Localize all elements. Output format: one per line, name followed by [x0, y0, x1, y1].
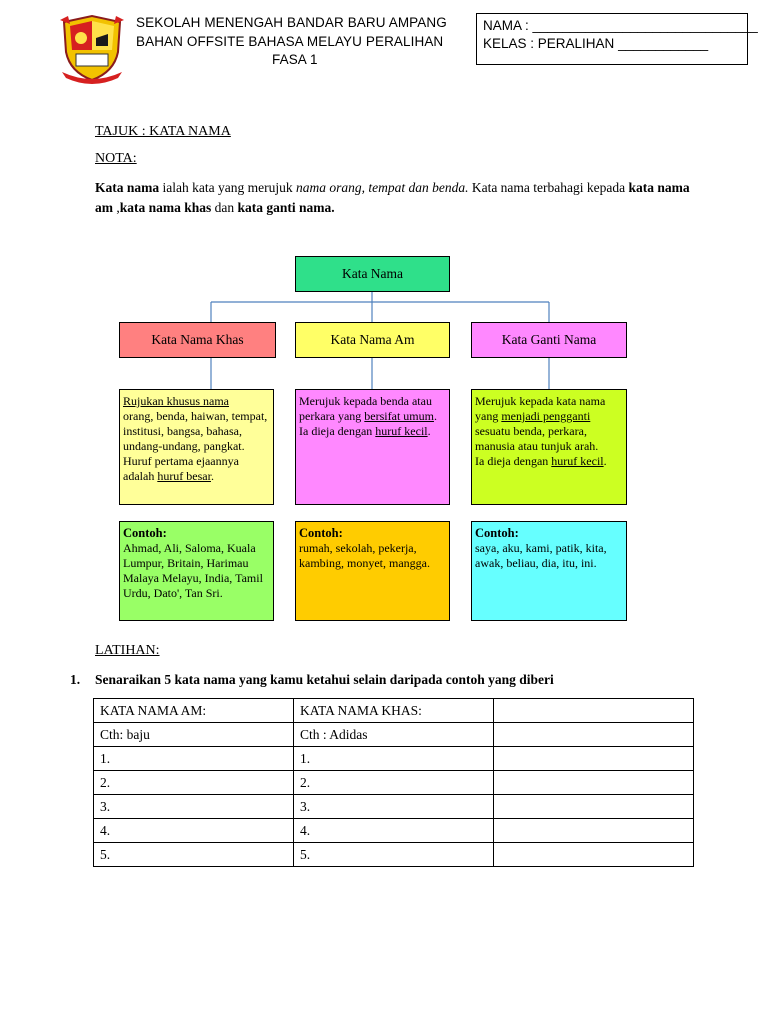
- table-cell[interactable]: 2.: [294, 771, 494, 795]
- examples-text: saya, aku, kami, patik, kita, awak, beliau, dia, itu, ini.: [475, 541, 607, 570]
- table-row: [94, 747, 694, 771]
- phase-label: FASA 1: [272, 52, 318, 67]
- desc-text: Huruf pertama ejaannya adalah: [123, 454, 239, 483]
- school-name: SEKOLAH MENENGAH BANDAR BARU AMPANG: [136, 15, 447, 30]
- desc-text: Merujuk kepada benda atau perkara yang: [299, 394, 432, 423]
- table-cell[interactable]: 3.: [294, 795, 494, 819]
- table-cell[interactable]: 1.: [94, 747, 294, 771]
- question-text: Senaraikan 5 kata nama yang kamu ketahui selain daripada contoh yang diberi: [95, 672, 554, 687]
- table-cell[interactable]: 4.: [294, 819, 494, 843]
- para-text: ialah kata yang merujuk: [159, 180, 296, 195]
- table-cell[interactable]: [494, 843, 694, 867]
- desc-underline: huruf besar: [157, 469, 211, 483]
- question-number: 1.: [70, 672, 81, 687]
- table-row: [94, 723, 694, 747]
- desc-text: .: [427, 424, 431, 438]
- term-kata-nama-khas: kata nama khas: [119, 200, 212, 215]
- table-row: [94, 819, 694, 843]
- kata-nama-am-box: Kata Nama Am: [295, 322, 450, 358]
- desc-text: orang, benda, haiwan, tempat, institusi, bangsa, bahasa, undang-undang, pangkat.: [123, 409, 268, 453]
- table-cell[interactable]: 2.: [94, 771, 294, 795]
- table-cell: Cth : Adidas: [294, 723, 494, 747]
- khas-description: [119, 389, 274, 505]
- nota-heading: NOTA:: [95, 151, 137, 166]
- material-subtitle: BAHAN OFFSITE BAHASA MELAYU PERALIHAN: [136, 34, 444, 49]
- am-description: [295, 389, 450, 505]
- nama-blank[interactable]: ______________________________: [532, 18, 758, 33]
- table-cell[interactable]: 3.: [94, 795, 294, 819]
- desc-underline: huruf kecil: [551, 454, 604, 468]
- desc-underline: Rujukan khusus nama: [123, 394, 229, 408]
- para-text: dan: [211, 200, 238, 215]
- examples-label: Contoh:: [299, 526, 343, 540]
- examples-label: Contoh:: [475, 526, 519, 540]
- table-cell: Cth: baju: [94, 723, 294, 747]
- table-cell[interactable]: 5.: [294, 843, 494, 867]
- desc-underline: bersifat umum: [364, 409, 434, 423]
- topic-title: TAJUK : KATA NAMA: [95, 124, 231, 139]
- table-row: [94, 795, 694, 819]
- para-italic: nama orang, tempat dan benda.: [295, 180, 469, 195]
- examples-text: Ahmad, Ali, Saloma, Kuala Lumpur, Britain, Harimau Malaya Melayu, India, Tamil Urdu, Dato', Tan Sri.: [123, 541, 263, 600]
- table-cell[interactable]: 4.: [94, 819, 294, 843]
- table-row: [94, 843, 694, 867]
- term-kata-nama: Kata nama: [95, 180, 160, 195]
- term-kata-nama-am: kata nama am: [95, 180, 690, 215]
- desc-text: .: [210, 469, 214, 483]
- table-cell[interactable]: [494, 747, 694, 771]
- examples-label: Contoh:: [123, 526, 167, 540]
- table-header-cell: KATA NAMA KHAS:: [294, 699, 494, 723]
- table-header-cell: [494, 699, 694, 723]
- table-cell[interactable]: 5.: [94, 843, 294, 867]
- examples-text: rumah, sekolah, pekerja, kambing, monyet, mangga.: [299, 541, 430, 570]
- table-cell[interactable]: [494, 819, 694, 843]
- table-cell[interactable]: 1.: [294, 747, 494, 771]
- nama-label: NAMA :: [483, 18, 533, 33]
- table-cell[interactable]: [494, 771, 694, 795]
- desc-text: Merujuk kepada kata nama yang: [475, 394, 606, 423]
- answer-table: [93, 698, 694, 867]
- table-row: [94, 699, 694, 723]
- table-cell: [494, 723, 694, 747]
- desc-text: Ia dieja dengan: [475, 454, 552, 468]
- desc-underline: huruf kecil: [375, 424, 428, 438]
- am-examples: [295, 521, 450, 621]
- term-kata-ganti-nama: kata ganti nama.: [237, 200, 335, 215]
- latihan-heading: LATIHAN:: [95, 643, 160, 658]
- kata-nama-root-box: Kata Nama: [295, 256, 450, 292]
- desc-underline: menjadi pengganti: [501, 409, 591, 423]
- desc-text: .: [433, 409, 437, 423]
- desc-text: sesuatu benda, perkara, manusia atau tunjuk arah.: [475, 424, 599, 453]
- table-header-cell: KATA NAMA AM:: [94, 699, 294, 723]
- para-text: ,: [113, 200, 120, 215]
- khas-examples: [119, 521, 274, 621]
- kelas-blank[interactable]: ____________: [618, 36, 709, 51]
- desc-text: Ia dieja dengan: [299, 424, 376, 438]
- table-cell[interactable]: [494, 795, 694, 819]
- ganti-examples: [471, 521, 627, 621]
- ganti-description: [471, 389, 627, 505]
- table-row: [94, 771, 694, 795]
- kata-nama-khas-box: Kata Nama Khas: [119, 322, 276, 358]
- kata-ganti-nama-box: Kata Ganti Nama: [471, 322, 627, 358]
- kelas-label: KELAS : PERALIHAN: [483, 36, 619, 51]
- desc-text: .: [603, 454, 607, 468]
- para-text: Kata nama terbahagi kepada: [468, 180, 629, 195]
